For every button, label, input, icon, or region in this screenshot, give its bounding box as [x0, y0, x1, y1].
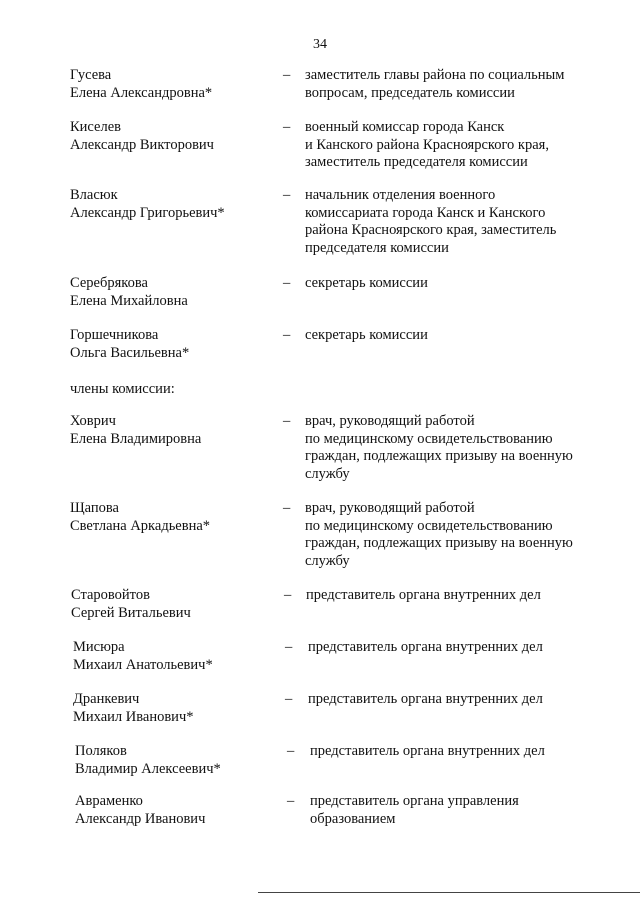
person-name: [70, 119, 270, 154]
dash: –: [283, 275, 291, 291]
surname: Власюк: [70, 187, 118, 203]
role-line: и Канского района Красноярского края,: [305, 136, 549, 153]
role-line: начальник отделения военного: [305, 187, 496, 203]
dash: –: [283, 67, 291, 83]
section-label-members: члены комиссии:: [70, 381, 175, 397]
surname: Авраменко: [75, 793, 143, 809]
dash: –: [283, 119, 291, 135]
role-line: секретарь комиссии: [305, 275, 428, 291]
given-names: Александр Григорьевич*: [70, 204, 225, 221]
surname: Дранкевич: [73, 691, 140, 707]
role-line: представитель органа внутренних дел: [308, 639, 543, 655]
person-role: [305, 413, 605, 483]
role-line: заместитель главы района по социальным: [305, 67, 565, 83]
person-name: [71, 587, 271, 622]
given-names: Александр Иванович: [75, 810, 206, 827]
person-role: [310, 793, 610, 828]
person-role: [305, 67, 605, 102]
surname: Поляков: [75, 743, 127, 759]
given-names: Владимир Алексеевич*: [75, 760, 221, 777]
given-names: Сергей Витальевич: [71, 604, 191, 621]
dash: –: [283, 500, 291, 516]
surname: Щапова: [70, 500, 119, 516]
person-role: [308, 639, 608, 657]
role-line: представитель органа внутренних дел: [306, 587, 541, 603]
given-names: Ольга Васильевна*: [70, 344, 190, 361]
page-bottom-rule: [258, 892, 640, 893]
person-name: [73, 639, 273, 674]
role-line: по медицинскому освидетельствованию: [305, 430, 553, 447]
person-role: [305, 119, 605, 172]
surname: Ховрич: [70, 413, 116, 429]
given-names: Александр Викторович: [70, 136, 214, 153]
role-line: представитель органа внутренних дел: [308, 691, 543, 707]
dash: –: [283, 413, 291, 429]
surname: Горшечникова: [70, 327, 159, 343]
dash: –: [285, 691, 293, 707]
role-line: заместитель председателя комиссии: [305, 154, 528, 170]
given-names: Михаил Иванович*: [73, 708, 194, 725]
person-name: [70, 275, 270, 310]
person-name: [70, 500, 270, 535]
role-line: образованием: [310, 810, 396, 827]
role-line: представитель органа внутренних дел: [310, 743, 545, 759]
role-line: службу: [305, 552, 350, 569]
given-names: Светлана Аркадьевна*: [70, 517, 211, 534]
dash: –: [287, 793, 295, 809]
person-name: [75, 743, 275, 778]
person-name: [70, 67, 270, 102]
person-name: [75, 793, 275, 828]
person-role: [305, 500, 605, 570]
surname: Серебрякова: [70, 275, 148, 291]
role-line: комиссариата города Канск и Канского: [305, 204, 546, 221]
role-line: района Красноярского края, заместитель: [305, 222, 557, 238]
role-line: вопросам, председатель комиссии: [305, 84, 515, 101]
person-role: [310, 743, 610, 761]
role-line: врач, руководящий работой: [305, 413, 475, 429]
role-line: секретарь комиссии: [305, 327, 428, 343]
surname: Киселев: [70, 119, 121, 135]
surname: Гусева: [70, 67, 112, 83]
role-line: граждан, подлежащих призыву на военную: [305, 448, 573, 464]
role-line: военный комиссар города Канск: [305, 119, 505, 135]
role-line: по медицинскому освидетельствованию: [305, 517, 553, 534]
person-name: [70, 327, 270, 362]
surname: Мисюра: [73, 639, 125, 655]
page-number: 34: [313, 37, 327, 52]
given-names: Елена Александровна*: [70, 84, 213, 101]
dash: –: [284, 587, 292, 603]
given-names: Елена Владимировна: [70, 430, 202, 447]
person-name: [70, 413, 270, 448]
role-line: врач, руководящий работой: [305, 500, 475, 516]
person-role: [306, 587, 606, 605]
person-name: [70, 187, 270, 222]
role-line: представитель органа управления: [310, 793, 519, 809]
dash: –: [283, 187, 291, 203]
person-role: [308, 691, 608, 709]
role-line: граждан, подлежащих призыву на военную: [305, 535, 573, 551]
dash: –: [283, 327, 291, 343]
person-role: [305, 327, 605, 345]
role-line: председателя комиссии: [305, 239, 449, 256]
person-role: [305, 275, 605, 293]
dash: –: [285, 639, 293, 655]
given-names: Михаил Анатольевич*: [73, 656, 213, 673]
person-role: [305, 187, 605, 257]
person-name: [73, 691, 273, 726]
given-names: Елена Михайловна: [70, 292, 188, 309]
surname: Старовойтов: [71, 587, 150, 603]
role-line: службу: [305, 465, 350, 482]
dash: –: [287, 743, 295, 759]
